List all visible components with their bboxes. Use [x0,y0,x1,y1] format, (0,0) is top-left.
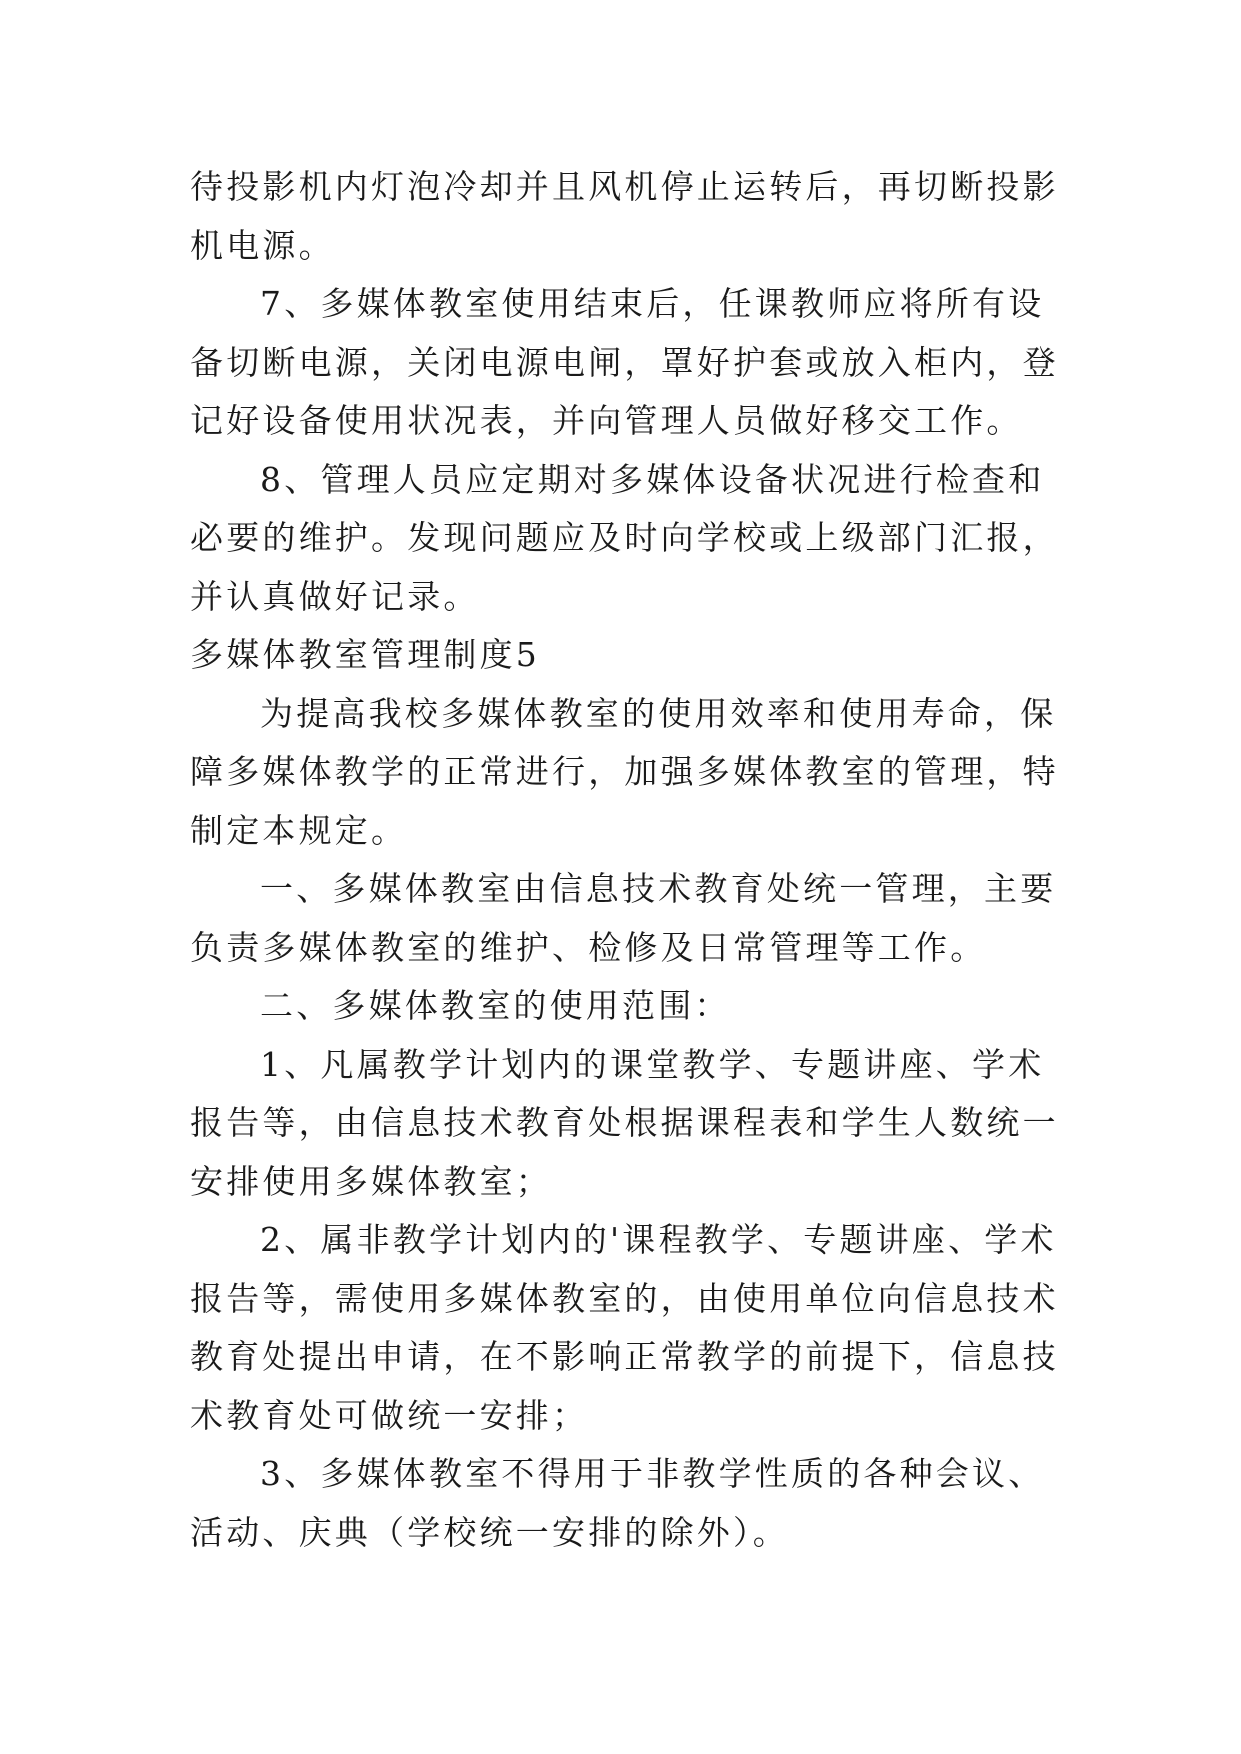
paragraph-intro: 为提高我校多媒体教室的使用效率和使用寿命，保障多媒体教学的正常进行，加强多媒体教室的管理，特制定本规定。 [190,693,1059,850]
paragraph-continuation: 待投影机内灯泡冷却并且风机停止运转后，再切断投影机电源。 [190,167,1059,265]
document-body [190,158,1070,1562]
paragraph-rule-8: 8、管理人员应定期对多媒体设备状况进行检查和必要的维护。发现问题应及时向学校或上级部门汇报，并认真做好记录。 [190,459,1059,616]
section-heading: 多媒体教室管理制度5 [190,635,540,674]
paragraph-item-1: 一、多媒体教室由信息技术教育处统一管理，主要负责多媒体教室的维护、检修及日常管理等工作。 [190,869,1057,967]
paragraph-subitem-3: 3、多媒体教室不得用于非教学性质的各种会议、活动、庆典（学校统一安排的除外）。 [190,1454,1045,1552]
paragraph-item-2: 二、多媒体教室的使用范围： [260,986,731,1025]
paragraph-rule-7: 7、多媒体教室使用结束后，任课教师应将所有设备切断电源，关闭电源电闸，罩好护套或放入柜内，登记好设备使用状况表，并向管理人员做好移交工作。 [190,284,1059,440]
paragraph-subitem-1: 1、凡属教学计划内的课堂教学、专题讲座、学术报告等，由信息技术教育处根据课程表和学生人数统一安排使用多媒体教室； [190,1044,1059,1201]
paragraph-subitem-2: 2、属非教学计划内的'课程教学、专题讲座、学术报告等，需使用多媒体教室的，由使用单位向信息技术教育处提出申请，在不影响正常教学的前提下，信息技术教育处可做统一安排； [190,1220,1059,1435]
